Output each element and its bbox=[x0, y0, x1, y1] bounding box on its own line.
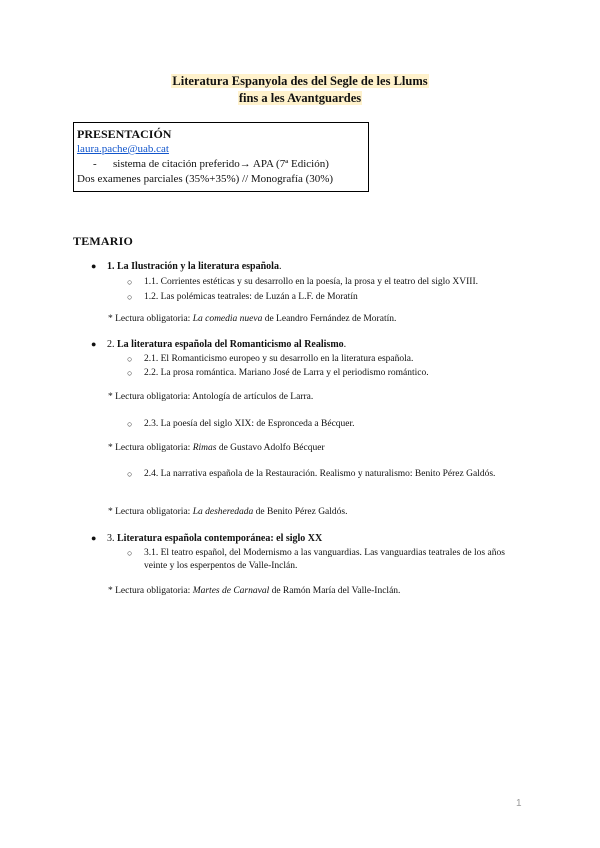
bullet-icon: ● bbox=[91, 261, 97, 271]
unit-3-number: 3. bbox=[107, 533, 115, 544]
unit-3-title: Literatura española contemporánea: el siglo XX bbox=[117, 533, 323, 544]
reading-1-work: La comedia nueva bbox=[192, 314, 263, 324]
circle-bullet-icon: ○ bbox=[127, 469, 133, 479]
unit-1-suffix: . bbox=[278, 261, 282, 272]
citation-line bbox=[77, 157, 368, 172]
reading-2b-work: Rimas bbox=[192, 443, 217, 453]
dash-bullet: - bbox=[93, 158, 97, 170]
circle-bullet-icon: ○ bbox=[127, 419, 133, 429]
circle-bullet-icon: ○ bbox=[127, 368, 133, 378]
reading-1: * Lectura obligatoria: La comedia nueva de Leandro Fernández de Moratín. bbox=[108, 314, 397, 324]
item-1-2: 1.2. Las polémicas teatrales: de Luzán a L.F. de Moratín bbox=[144, 292, 358, 302]
circle-bullet-icon: ○ bbox=[127, 354, 133, 364]
item-2-1: 2.1. El Romanticismo europeo y su desarrollo en la literatura española. bbox=[144, 354, 414, 364]
temario-heading: TEMARIO bbox=[73, 234, 134, 248]
item-2-3: 2.3. La poesía del siglo XIX: de Espronceda a Bécquer. bbox=[144, 419, 355, 429]
presentation-heading: PRESENTACIÓN bbox=[77, 127, 172, 141]
unit-2-number: 2. bbox=[107, 339, 115, 350]
bullet-icon: ● bbox=[91, 533, 97, 543]
circle-bullet-icon: ○ bbox=[127, 277, 133, 287]
item-2-2: 2.2. La prosa romántica. Mariano José de Larra y el periodismo romántico. bbox=[144, 368, 429, 378]
reading-2c-work: La desheredada bbox=[192, 507, 254, 517]
circle-bullet-icon: ○ bbox=[127, 292, 133, 302]
exams-text: Dos examenes parciales (35%+35%) // Monografía (30%) bbox=[77, 173, 334, 185]
item-2-4: 2.4. La narrativa española de la Restauración. Realismo y naturalismo: Benito Pérez Galdós. bbox=[144, 469, 496, 479]
presentation-box bbox=[73, 122, 369, 192]
reading-2c: * Lectura obligatoria: La desheredada de Benito Pérez Galdós. bbox=[108, 507, 348, 517]
circle-bullet-icon: ○ bbox=[127, 548, 133, 558]
unit-1-title: La Ilustración y la literatura española bbox=[117, 261, 279, 272]
unit-1-number: 1. bbox=[107, 261, 115, 272]
reading-2b: * Lectura obligatoria: Rimas de Gustavo Adolfo Bécquer bbox=[108, 443, 325, 453]
reading-3-work: Martes de Carnaval bbox=[192, 586, 270, 596]
email-link[interactable]: laura.pache@uab.cat bbox=[77, 143, 169, 155]
citation-text: sistema de citación preferido→ APA (7ª Edición) bbox=[113, 158, 329, 170]
bullet-icon: ● bbox=[91, 339, 97, 349]
reading-3: * Lectura obligatoria: Martes de Carnaval de Ramón María del Valle-Inclán. bbox=[108, 586, 401, 596]
page-number: 1 bbox=[516, 798, 522, 809]
unit-2-suffix: . bbox=[343, 339, 347, 350]
item-1-1: 1.1. Corrientes estéticas y su desarrollo en la poesía, la prosa y el teatro del siglo XVIII. bbox=[144, 277, 478, 287]
course-title-line-2: fins a les Avantguardes bbox=[238, 91, 362, 105]
course-title-line-1: Literatura Espanyola des del Segle de les Llums bbox=[172, 74, 428, 88]
unit-2-title: La literatura española del Romanticismo al Realismo bbox=[117, 339, 344, 350]
item-3-1: 3.1. El teatro español, del Modernismo a las vanguardias. Las vanguardias teatrales de los años veinte y los esperpentos de Valle-Inclán. bbox=[144, 548, 505, 571]
reading-2a: * Lectura obligatoria: Antología de artículos de Larra. bbox=[108, 392, 314, 402]
